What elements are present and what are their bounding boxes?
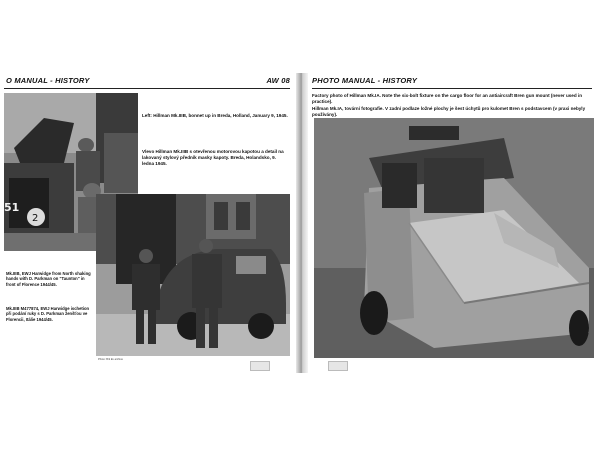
caption-top-cz: Vlevo Hillman Mk.IIIB s otevřenou motorovou kapotou a detail na lakovaný stylový předník masky kapoty. Breda, Holandsko, 9. ledna 1945. — [142, 149, 284, 166]
caption-bottom-en: Mk.IIIB, EWJ Harwidge from North shaking hands with D. Parkman on "Taunton" in front of Florence 1944/45. — [6, 271, 91, 287]
svg-text:2: 2 — [32, 213, 39, 224]
left-page-code: AW 08 — [266, 76, 290, 85]
right-page — [308, 73, 596, 373]
photo-handshake — [96, 194, 290, 356]
photo-credit: Photo: Brit Ex archive — [98, 358, 123, 361]
caption-right-cz: Hillman Mk.IA, tovární fotografie. V zadní podlaze ložné plochy je šest úchytů pro kulomet Bren s podstavcem (v praxi nebyly používány). — [312, 106, 586, 117]
header-rule-right — [312, 88, 592, 89]
caption-bottom-cz: Mk.IIIB M477874, EWJ Harwidge ischetion při podání ruky s D. Parkman ženšťou ve Florencii, Itálie 1944/45. — [6, 306, 90, 322]
caption-right-en: Factory photo of Hillman Mk.IA. Note the six-bolt fixture on the cargo floor for an antiaircraft Bren gun mount (never used in practice). — [312, 93, 583, 104]
book-spread — [4, 73, 596, 373]
header-rule — [4, 88, 290, 89]
page-number-tab-right — [328, 361, 348, 371]
book-gutter — [296, 73, 308, 373]
photo-factory-truck — [314, 118, 594, 358]
caption-top-en: Left: Hillman Mk.IIIB, bonnet up in Breda, Holland, January 9, 1945. — [142, 113, 288, 118]
right-page-header: PHOTO MANUAL - HISTORY — [312, 76, 418, 85]
svg-text:51: 51 — [4, 201, 20, 214]
left-page-header: O MANUAL - HISTORY — [6, 76, 90, 85]
left-page — [4, 73, 296, 373]
page-number-tab-left — [250, 361, 270, 371]
